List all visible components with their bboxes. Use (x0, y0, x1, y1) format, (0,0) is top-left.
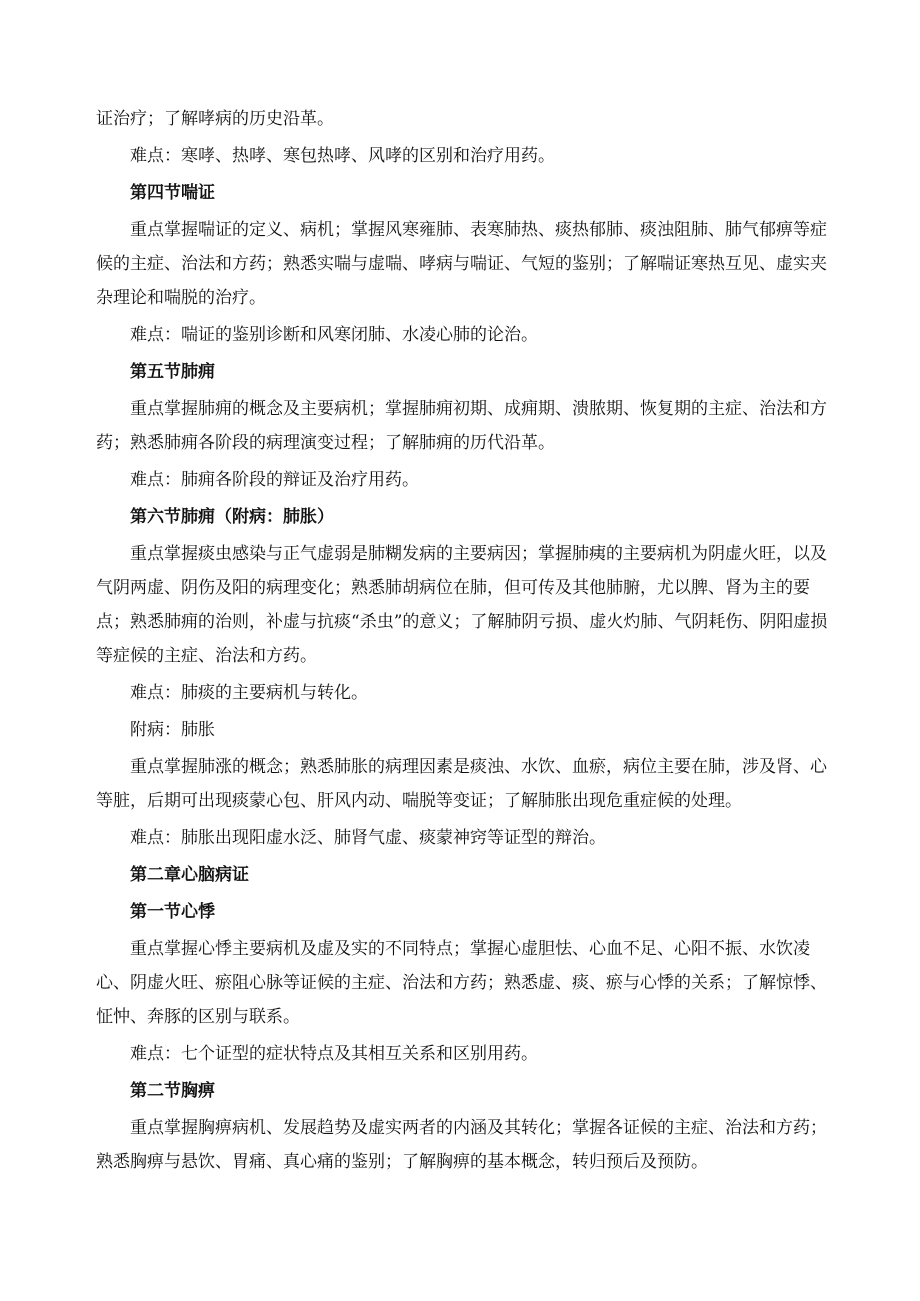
section-heading: 第五节肺痈 (130, 362, 215, 382)
section-heading: 第二节胸痹 (130, 1081, 215, 1101)
difficulty-paragraph: 难点：七个证型的症状特点及其相互关系和区别用药。 (130, 1044, 538, 1064)
appendix-label: 附病：肺胀 (130, 720, 215, 740)
difficulty-paragraph: 难点：喘证的鉴别诊断和风寒闭肺、水凌心肺的论治。 (130, 325, 538, 345)
difficulty-paragraph: 难点：肺痈各阶段的辩证及治疗用药。 (130, 470, 419, 490)
section-heading: 第四节喘证 (130, 183, 215, 203)
key-points-paragraph: 重点掌握心悸主要病机及虚及实的不同特点；掌握心虚胆怯、心血不足、心阳不振、水饮凌心、阴虚火旺、瘀阻心脉等证候的主症、治法和方药；熟悉虚、痰、瘀与心悸的关系；了解惊悸、怔忡、奔豚的区别与联系。 (96, 939, 827, 1027)
document-page (96, 102, 828, 1182)
key-points-paragraph: 重点掌握痰虫感染与正气虚弱是肺糊发病的主要病因；掌握肺痍的主要病机为阴虚火旺，以及气阴两虚、阴伤及阳的病理变化；熟悉肺胡病位在肺，但可传及其他肺腑，尤以脾、肾为主的要点；熟悉肺痈的治则，补虚与抗痰“杀虫”的意义；了解肺阴亏损、虚火灼肺、气阴耗伤、阴阳虚损等症候的主症、治法和方药。 (96, 544, 828, 666)
key-points-paragraph: 重点掌握喘证的定义、病机；掌握风寒雍肺、表寒肺热、痰热郁肺、痰浊阻肺、肺气郁痹等症候的主症、治法和方药；熟悉实喘与虚喘、哮病与喘证、气短的鉴别；了解喘证寒热互见、虚实夹杂理论和喘脱的治疗。 (96, 220, 827, 308)
difficulty-paragraph: 难点：寒哮、热哮、寒包热哮、风哮的区别和治疗用药。 (130, 146, 555, 166)
key-points-paragraph: 重点掌握肺涨的概念；熟悉肺胀的病理因素是痰浊、水饮、血瘀，病位主要在肺，涉及肾、心等脏，后期可出现痰蒙心包、肝风内动、喘脱等变证；了解肺胀出现危重症候的处理。 (96, 757, 827, 811)
chapter-heading: 第二章心脑病证 (130, 865, 249, 885)
difficulty-paragraph: 难点：肺痰的主要病机与转化。 (130, 683, 368, 703)
section-heading: 第一节心悸 (130, 902, 215, 922)
paragraph: 证治疗；了解哮病的历史沿革。 (96, 109, 334, 129)
key-points-paragraph: 重点掌握胸痹病机、发展趋势及虚实两者的内涵及其转化；掌握各证候的主症、治法和方药；熟悉胸痹与悬饮、胃痛、真心痛的鉴别；了解胸痹的基本概念，转归预后及预防。 (96, 1118, 827, 1172)
key-points-paragraph: 重点掌握肺痈的概念及主要病机；掌握肺痈初期、成痈期、溃脓期、恢复期的主症、治法和方药；熟悉肺痈各阶段的病理演变过程；了解肺痈的历代沿革。 (96, 399, 827, 453)
difficulty-paragraph: 难点：肺胀出现阳虚水泛、肺肾气虚、痰蒙神窍等证型的辩治。 (130, 828, 606, 848)
section-heading: 第六节肺痈（附病：肺胀） (130, 507, 334, 527)
